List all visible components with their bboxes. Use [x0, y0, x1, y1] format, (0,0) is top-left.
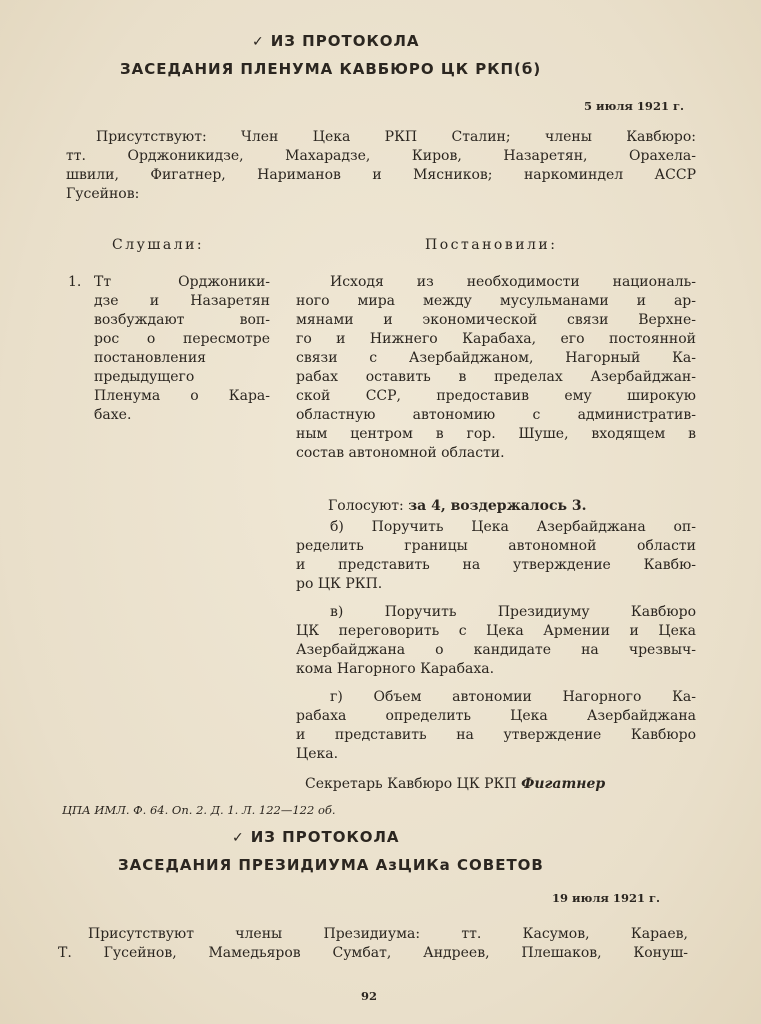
secretary-name: Фигатнер	[521, 776, 606, 792]
item-b-line: и представить на утверждение Кавбю-	[296, 557, 696, 573]
vote-line	[328, 497, 587, 516]
heard-block	[94, 273, 270, 425]
item-g-line: рабаха определить Цека Азербайджана	[296, 708, 696, 724]
item-v-block	[296, 603, 696, 679]
decided-line: состав автономной области.	[296, 445, 505, 461]
doc1-present-line: тт. Орджоникидзе, Махарадзе, Киров, Назаретян, Орахела-	[66, 148, 696, 164]
doc1-present-line: Гусейнов:	[66, 186, 140, 202]
doc2-heading-1	[232, 828, 400, 846]
doc2-present	[58, 925, 688, 963]
doc1-date: 5 июля 1921 г.	[584, 99, 684, 113]
item-b-block	[296, 518, 696, 594]
heard-line: бахе.	[94, 407, 132, 423]
heard-line: рос о пересмотре	[94, 331, 270, 347]
vote-prefix: Голосуют:	[328, 498, 404, 514]
decided-line: ской ССР, предоставив ему широкую	[296, 388, 696, 404]
heard-number: 1.	[68, 274, 82, 290]
decided-line: рабах оставить в пределах Азербайджан-	[296, 369, 696, 385]
item-g-line: и представить на утверждение Кавбюро	[296, 727, 696, 743]
decided-line: мянами и экономической связи Верхне-	[296, 312, 696, 328]
item-g-line: Цека.	[296, 746, 339, 762]
secretary-label: Секретарь Кавбюро ЦК РКП	[305, 776, 517, 792]
vote-result: за 4, воздержалось 3.	[408, 498, 587, 514]
item-g-block	[296, 688, 696, 764]
item-g-line: г) Объем автономии Нагорного Ка-	[330, 689, 696, 705]
item-b-line: ро ЦК РКП.	[296, 576, 383, 592]
item-v-line: в) Поручить Президиуму Кавбюро	[330, 604, 696, 620]
doc2-present-line: Присутствуют члены Президиума: тт. Касумов, Караев,	[88, 926, 688, 942]
heard-label: Слушали:	[112, 237, 205, 253]
doc1-heading-2: ЗАСЕДАНИЯ ПЛЕНУМА КАВБЮРО ЦК РКП(б)	[120, 60, 542, 78]
heard-line: Пленума о Кара-	[94, 388, 270, 404]
doc1-present-line: Присутствуют: Член Цека РКП Сталин; члены Кавбюро:	[96, 129, 696, 145]
decided-label: Постановили:	[425, 237, 558, 253]
doc2-date: 19 июля 1921 г.	[552, 891, 660, 905]
item-v-line: кома Нагорного Карабаха.	[296, 661, 495, 677]
doc1-present	[66, 128, 696, 204]
archive-reference: ЦПА ИМЛ. Ф. 64. Оп. 2. Д. 1. Л. 122—122 об.	[62, 803, 336, 817]
heard-line: возбуждают воп-	[94, 312, 270, 328]
doc2-heading-2: ЗАСЕДАНИЯ ПРЕЗИДИУМА АзЦИКа СОВЕТОВ	[118, 856, 544, 874]
item-v-line: Азербайджана о кандидате на чрезвыч-	[296, 642, 696, 658]
heard-line: Тт Орджоники-	[94, 274, 270, 290]
decided-block	[296, 273, 696, 463]
doc1-heading-1	[252, 32, 420, 50]
doc2-present-line: Т. Гусейнов, Мамедьяров Сумбат, Андреев, Плешаков, Конуш-	[58, 945, 688, 961]
check-mark-icon: ✓	[252, 34, 265, 50]
decided-line: го и Нижнего Карабаха, его постоянной	[296, 331, 696, 347]
decided-line: ного мира между мусульманами и ар-	[296, 293, 696, 309]
item-b-line: б) Поручить Цека Азербайджана оп-	[330, 519, 696, 535]
decided-line: связи с Азербайджаном, Нагорный Ка-	[296, 350, 696, 366]
secretary-line	[305, 775, 605, 794]
decided-line: Исходя из необходимости националь-	[330, 274, 696, 290]
decided-line: областную автономию с административ-	[296, 407, 696, 423]
page-number: 92	[361, 989, 378, 1003]
check-mark-icon: ✓	[232, 830, 245, 846]
heard-line: постановления	[94, 350, 207, 366]
doc1-heading-1-text: ИЗ ПРОТОКОЛА	[270, 32, 420, 50]
doc2-heading-1-text: ИЗ ПРОТОКОЛА	[250, 828, 400, 846]
decided-line: ным центром в гор. Шуше, входящем в	[296, 426, 696, 442]
doc1-present-line: швили, Фигатнер, Нариманов и Мясников; наркоминдел АССР	[66, 167, 696, 183]
heard-line: предыдущего	[94, 369, 195, 385]
heard-line: дзе и Назаретян	[94, 293, 270, 309]
item-b-line: ределить границы автономной области	[296, 538, 696, 554]
item-v-line: ЦК переговорить с Цека Армении и Цека	[296, 623, 696, 639]
